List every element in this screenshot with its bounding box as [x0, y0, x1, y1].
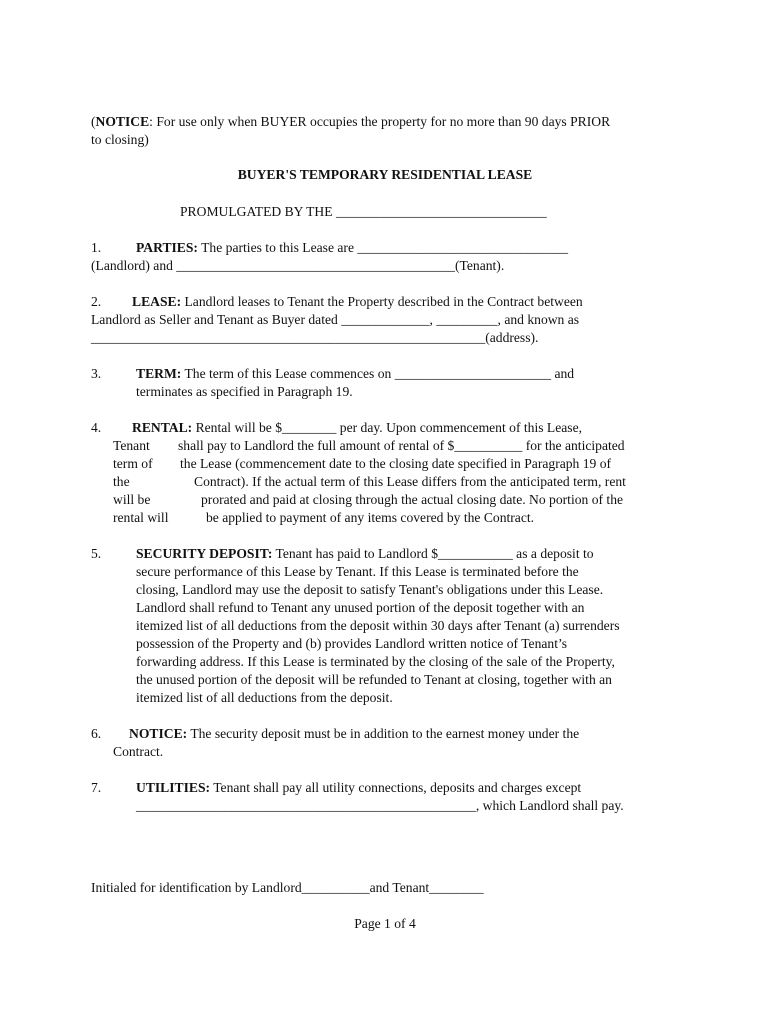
section-5-line-5: itemized list of all deductions from the deposit within 30 days after Tenant (a) surrenders — [136, 618, 620, 633]
section-2-line-3: __________________________________________________________(address). — [91, 330, 539, 345]
section-2-text: Landlord leases to Tenant the Property described in the Contract between — [181, 294, 583, 309]
section-4-right-1: shall pay to Landlord the full amount of rental of $__________ for the anticipated — [178, 438, 625, 453]
section-5-line-4: Landlord shall refund to Tenant any unused portion of the deposit together with an — [136, 600, 585, 615]
section-4-left-5: rental will — [113, 510, 169, 525]
section-7-text: Tenant shall pay all utility connections, deposits and charges except — [210, 780, 582, 795]
document-title — [0, 166, 770, 184]
section-4-number: 4. — [91, 420, 102, 435]
section-2-number: 2. — [91, 294, 102, 309]
section-4-left-2: term of — [113, 456, 153, 471]
section-4-left-1: Tenant — [113, 438, 150, 453]
notice-paren: ( — [91, 114, 96, 129]
section-3-line-2: terminates as specified in Paragraph 19. — [136, 384, 353, 399]
section-2-heading: LEASE: — [132, 294, 182, 309]
section-6-text: The security deposit must be in addition to the earnest money under the — [187, 726, 580, 741]
section-5-line-9: itemized list of all deductions from the deposit. — [136, 690, 393, 705]
section-5-line-8: the unused portion of the deposit will be refunded to Tenant at closing, together with an — [136, 672, 612, 687]
notice-label: NOTICE — [95, 114, 150, 129]
section-1-number: 1. — [91, 240, 102, 255]
section-4-right-5: be applied to payment of any items covered by the Contract. — [206, 510, 535, 525]
section-7-number: 7. — [91, 780, 102, 795]
section-5-line-3: closing, Landlord may use the deposit to satisfy Tenant's obligations under this Lease. — [136, 582, 604, 597]
section-5-line-7: forwarding address. If this Lease is terminated by the closing of the sale of the Property, — [136, 654, 615, 669]
section-7-line-2: __________________________________________________, which Landlord shall pay. — [136, 798, 624, 813]
section-6-number: 6. — [91, 726, 102, 741]
notice-text: : For use only when BUYER occupies the property for no more than 90 days PRIOR — [149, 114, 611, 129]
section-4-right-2: the Lease (commencement date to the closing date specified in Paragraph 19 of — [180, 456, 612, 471]
section-2-line-1 — [132, 293, 583, 311]
section-4-text: Rental will be $________ per day. Upon commencement of this Lease, — [192, 420, 583, 435]
initials-line: Initialed for identification by Landlord__________and Tenant________ — [91, 880, 484, 895]
section-5-text: Tenant has paid to Landlord $___________ as a deposit to — [272, 546, 594, 561]
section-7-line-1 — [136, 779, 581, 797]
section-4-left-4: will be — [113, 492, 151, 507]
section-6-line-2: Contract. — [113, 744, 164, 759]
section-5-heading: SECURITY DEPOSIT: — [136, 546, 273, 561]
section-4-line-1 — [132, 419, 582, 437]
section-1-text: The parties to this Lease are _______________________________ — [197, 240, 569, 255]
section-3-number: 3. — [91, 366, 102, 381]
notice-line-2: to closing) — [91, 132, 149, 147]
section-5-line-1 — [136, 545, 594, 563]
section-5-number: 5. — [91, 546, 102, 561]
promulgated-line: PROMULGATED BY THE _______________________________ — [180, 204, 547, 219]
section-4-heading: RENTAL: — [132, 420, 193, 435]
section-6-heading: NOTICE: — [129, 726, 188, 741]
section-7-heading: UTILITIES: — [136, 780, 211, 795]
section-5-line-2: secure performance of this Lease by Tenant. If this Lease is terminated before the — [136, 564, 579, 579]
section-1-heading: PARTIES: — [136, 240, 198, 255]
notice-line-1 — [91, 113, 610, 131]
section-2-line-2: Landlord as Seller and Tenant as Buyer dated _____________, _________, and known as — [91, 312, 580, 327]
page-number: Page 1 of 4 — [354, 916, 416, 931]
section-3-heading: TERM: — [136, 366, 182, 381]
section-1-line-1 — [136, 239, 568, 257]
section-3-text: The term of this Lease commences on _______________________ and — [181, 366, 575, 381]
section-3-line-1 — [136, 365, 574, 383]
section-1-line-2: (Landlord) and _________________________________________(Tenant). — [91, 258, 505, 273]
title-text: BUYER'S TEMPORARY RESIDENTIAL LEASE — [237, 167, 533, 182]
section-6-line-1 — [129, 725, 579, 743]
section-4-right-3: Contract). If the actual term of this Lease differs from the anticipated term, rent — [194, 474, 626, 489]
section-5-line-6: possession of the Property and (b) provides Landlord written notice of Tenant’s — [136, 636, 568, 651]
section-4-right-4: prorated and paid at closing through the actual closing date. No portion of the — [201, 492, 624, 507]
section-4-left-3: the — [113, 474, 130, 489]
